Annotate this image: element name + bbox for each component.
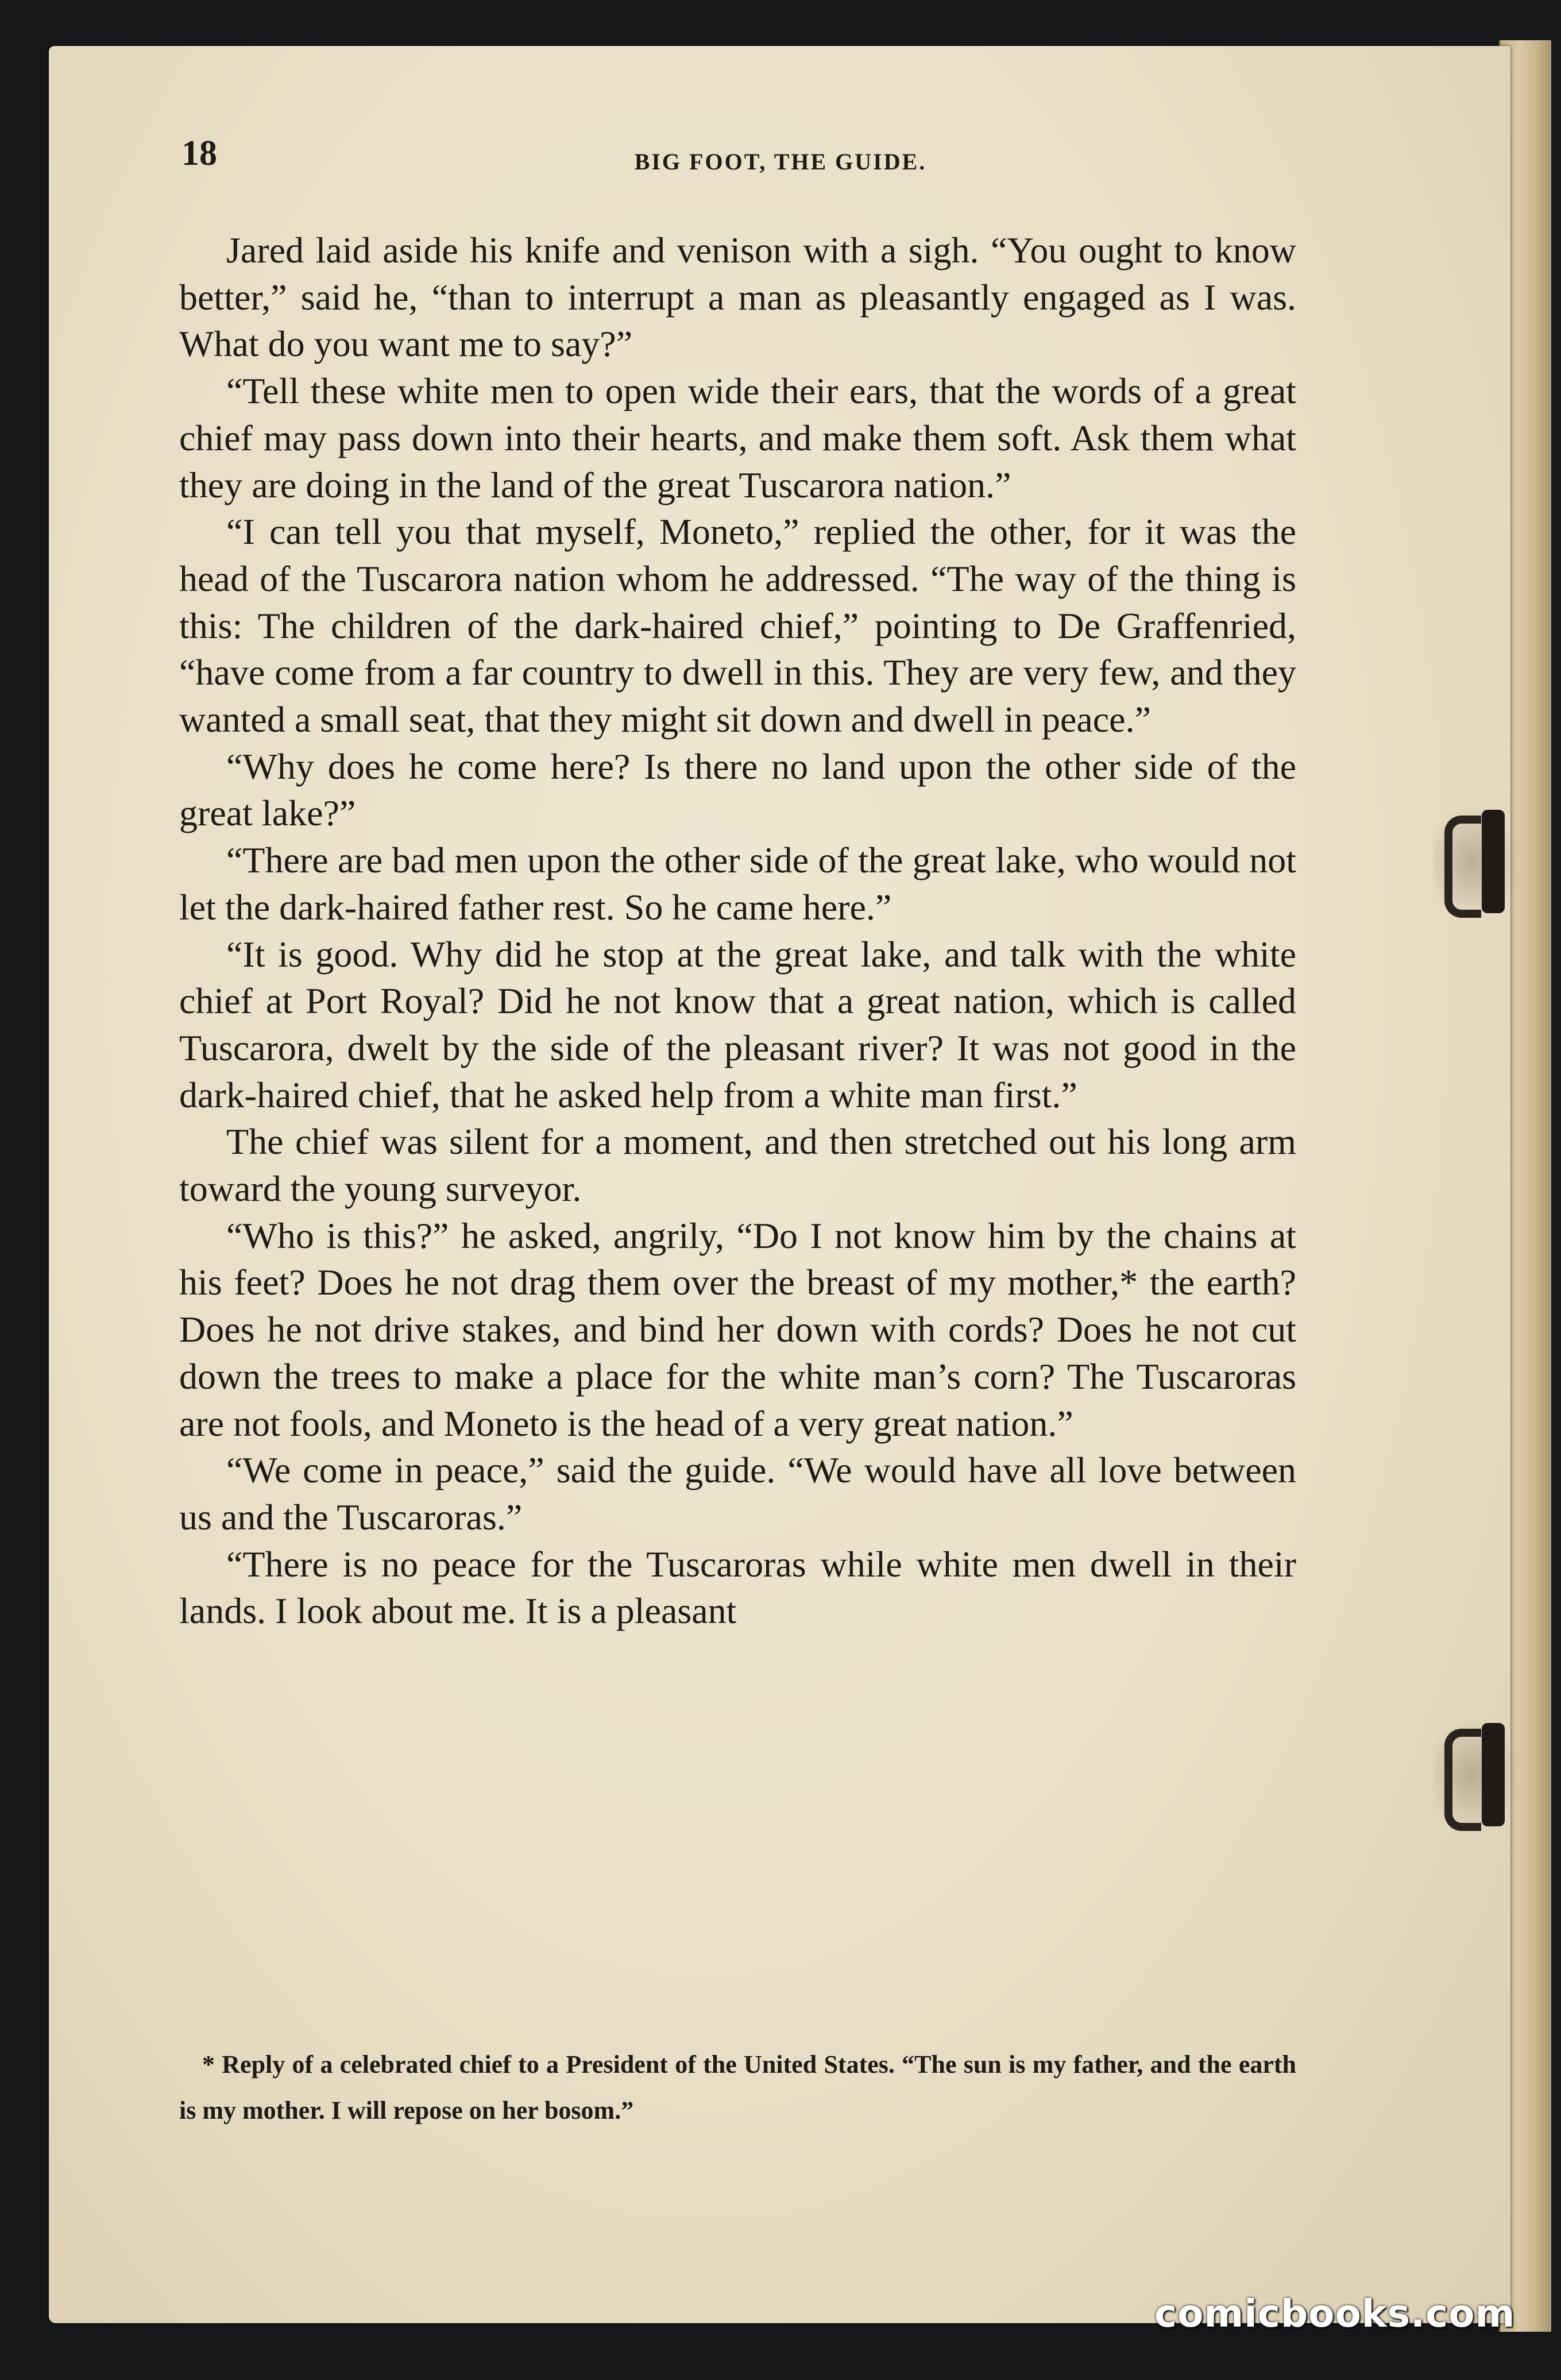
page-body-text <box>179 227 1296 1635</box>
paragraph: “Tell these white men to open wide their ears, that the words of a great chief may pass down into their hearts, and make them soft. Ask them what they are doing in the land of the great Tuscarora nation.” <box>179 370 1296 505</box>
paragraph: “I can tell you that myself, Moneto,” replied the other, for it was the head of the Tuscarora nation whom he addressed. “The way of the thing is this: The children of the dark-haired chief,” pointing to De Graffenried, “have come from a far country to dwell in this. They are very few, and they wanted a small seat, that they might sit down and dwell in peace.” <box>179 511 1296 740</box>
lower-staple-icon <box>1433 1717 1519 1832</box>
page-number: 18 <box>181 134 217 173</box>
paragraph: Jared laid aside his knife and venison with a sigh. “You ought to know better,” said he, “than to interrupt a man as pleasantly engaged as I was. What do you want me to say?” <box>179 230 1296 365</box>
upper-staple-icon <box>1433 804 1519 919</box>
paragraph: “There are bad men upon the other side of the great lake, who would not let the dark-haired father rest. So he came here.” <box>179 840 1296 928</box>
paragraph: “There is no peace for the Tuscaroras while white men dwell in their lands. I look about me. It is a pleasant <box>179 1543 1296 1632</box>
site-watermark: comicbooks.com <box>1154 2292 1516 2336</box>
paragraph: “We come in peace,” said the guide. “We would have all love between us and the Tuscaroras.” <box>179 1450 1296 1537</box>
paragraph: The chief was silent for a moment, and then stretched out his long arm toward the young surveyor. <box>179 1121 1296 1210</box>
paragraph: “Who is this?” he asked, angrily, “Do I not know him by the chains at his feet? Does he not drag them over the breast of my mother,* the earth? Does he not drive stakes, and bind her down with cords? Does he not cut down the trees to make a place for the white man’s corn? The Tuscaroras are not fools, and Moneto is the head of a very great nation.” <box>179 1215 1296 1444</box>
footnote: * Reply of a celebrated chief to a President of the United States. “The sun is my father, and the earth is my mother. I will repose on her bosom.” <box>179 2050 1296 2124</box>
paragraph: “Why does he come here? Is there no land upon the other side of the great lake?” <box>179 745 1296 834</box>
paragraph: “It is good. Why did he stop at the great lake, and talk with the white chief at Port Royal? Did he not know that a great nation, which is called Tuscarora, dwelt by the side of the pleasant river? It was not good in the dark-haired chief, that he asked help from a white man first.” <box>179 933 1296 1115</box>
running-head: BIG FOOT, THE GUIDE. <box>634 149 927 175</box>
